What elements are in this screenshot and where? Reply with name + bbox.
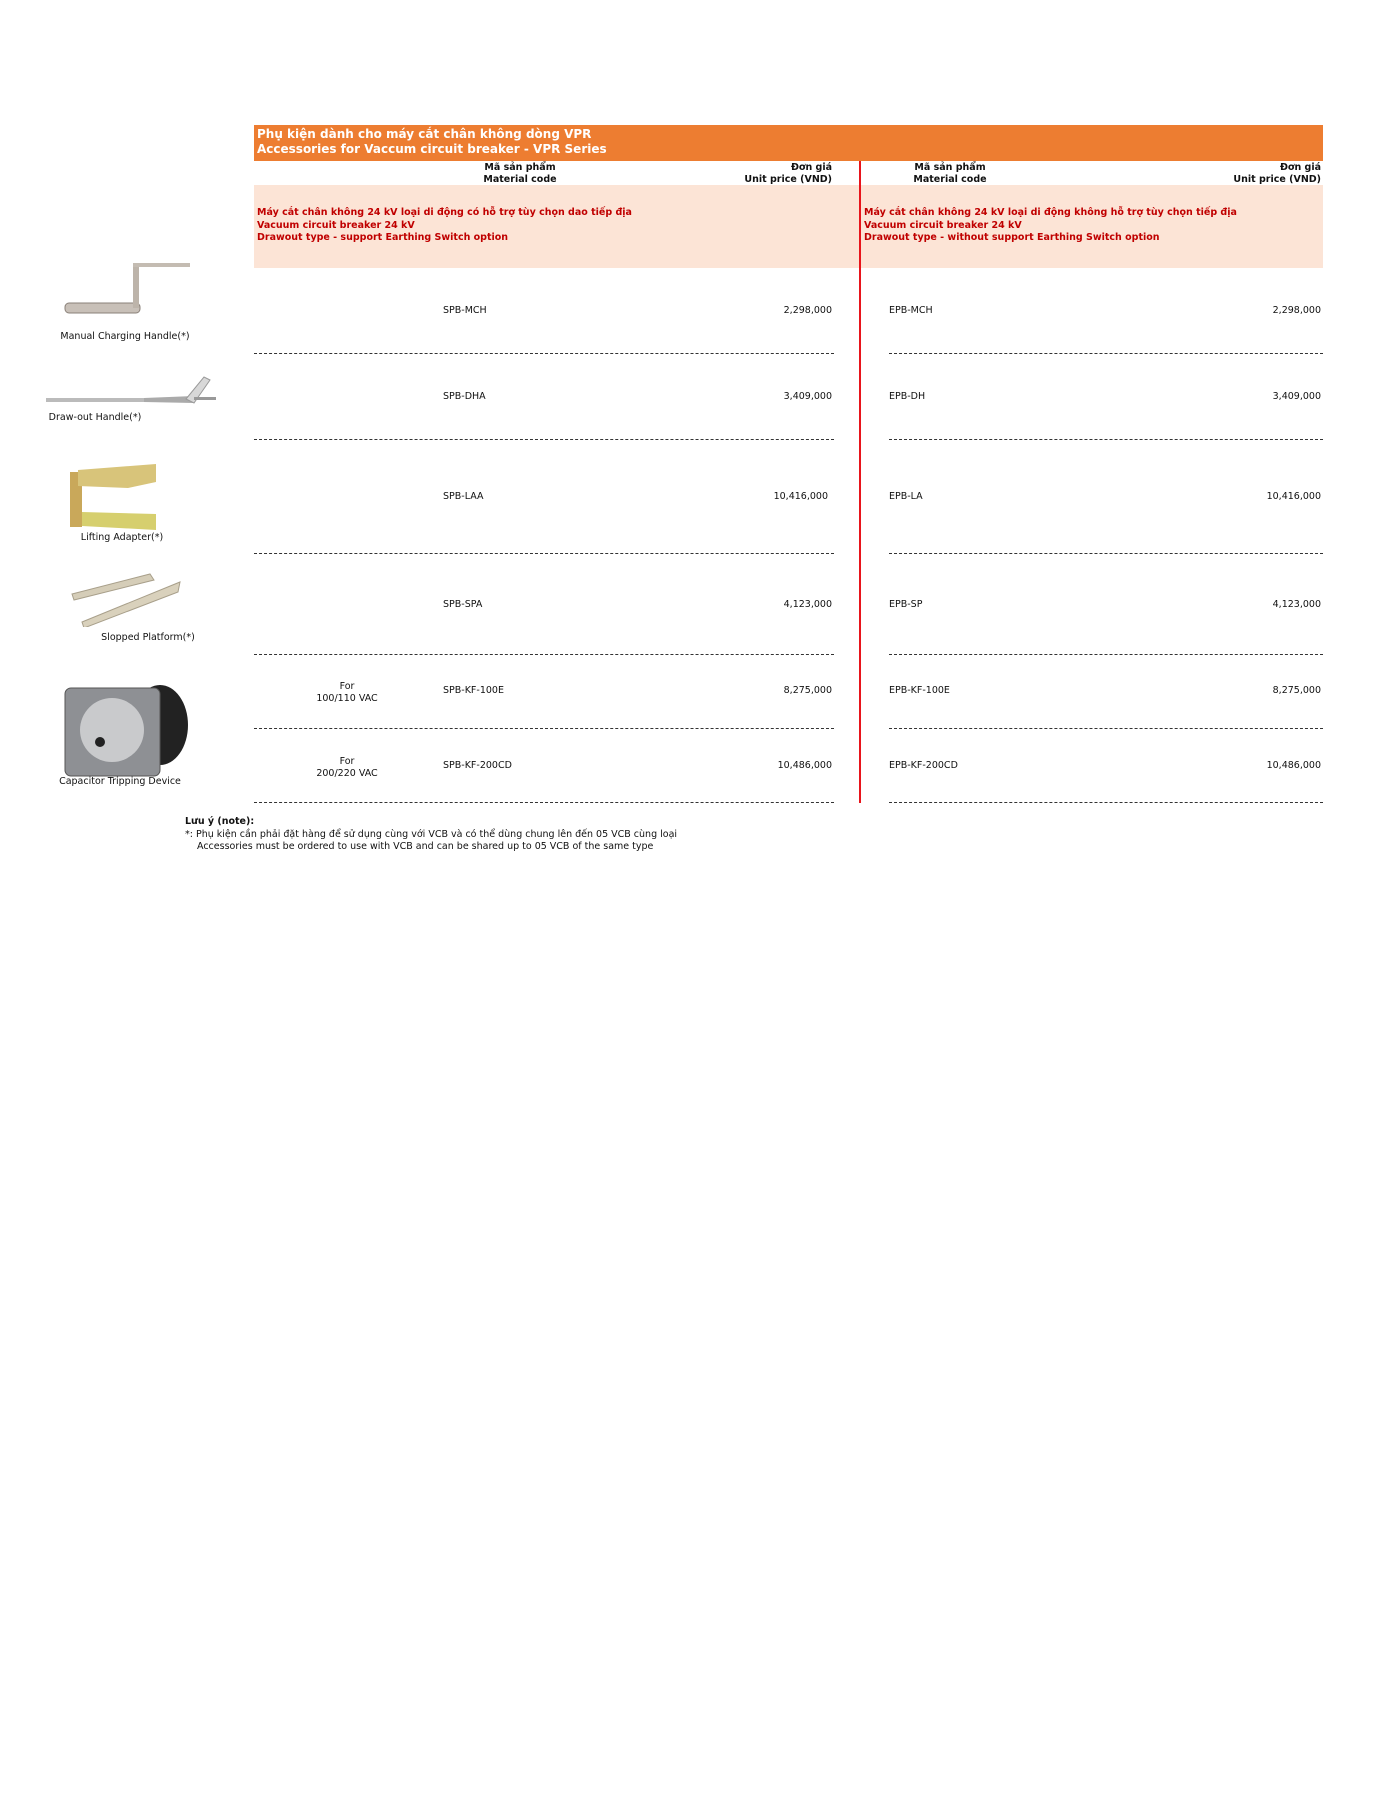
row-divider bbox=[254, 439, 834, 440]
product-label: Lifting Adapter(*) bbox=[80, 532, 164, 543]
product-label: Slopped Platform(*) bbox=[101, 632, 195, 643]
row-divider bbox=[254, 353, 834, 354]
left-unit-price: 3,409,000 bbox=[783, 391, 832, 402]
row-divider bbox=[254, 654, 834, 655]
right-unit-price: 8,275,000 bbox=[1272, 685, 1321, 696]
row-divider bbox=[889, 353, 1323, 354]
voltage-note: For 100/110 VAC bbox=[316, 681, 378, 704]
product-label: Manual Charging Handle(*) bbox=[60, 331, 190, 342]
group-left: Máy cắt chân không 24 kV loại di động có hỗ trợ tùy chọn dao tiếp địa Vacuum circuit breaker 24 kV Drawout type - support Earthing Switch option bbox=[257, 207, 632, 243]
left-price-header: Đơn giá Unit price (VND) bbox=[744, 162, 832, 185]
footnote: Lưu ý (note): *: Phụ kiện cần phải đặt hàng để sử dụng cùng với VCB và có thể dùng chung lên đến 05 VCB cùng loại Accessories must be ordered to use with VCB and can be shared up to 05 VCB of the same type bbox=[185, 816, 678, 852]
left-material-code: SPB-MCH bbox=[443, 305, 487, 316]
left-material-code: SPB-KF-200CD bbox=[443, 760, 512, 771]
right-material-code: EPB-KF-100E bbox=[889, 685, 950, 696]
left-unit-price: 4,123,000 bbox=[783, 599, 832, 610]
left-material-code: SPB-SPA bbox=[443, 599, 483, 610]
left-material-code: SPB-DHA bbox=[443, 391, 486, 402]
right-material-code: EPB-KF-200CD bbox=[889, 760, 958, 771]
left-material-code: SPB-LAA bbox=[443, 491, 484, 502]
sloped-platform-icon bbox=[70, 572, 185, 627]
row-divider bbox=[889, 553, 1323, 554]
right-unit-price: 10,416,000 bbox=[1266, 491, 1321, 502]
left-code-header: Mã sản phẩm Material code bbox=[483, 162, 557, 185]
row-divider bbox=[254, 728, 834, 729]
column-divider bbox=[859, 161, 861, 803]
voltage-note: For 200/220 VAC bbox=[316, 756, 378, 779]
title-en: Accessories for Vaccum circuit breaker - VPR Series bbox=[257, 142, 607, 156]
row-divider bbox=[254, 553, 834, 554]
row-divider bbox=[889, 654, 1323, 655]
row-divider bbox=[889, 802, 1323, 803]
title-vi: Phụ kiện dành cho máy cắt chân không dòng VPR bbox=[257, 127, 592, 141]
row-divider bbox=[889, 439, 1323, 440]
group-right: Máy cắt chân không 24 kV loại di động không hỗ trợ tùy chọn tiếp địa Vacuum circuit breaker 24 kV Drawout type - without support Earthing Switch option bbox=[864, 207, 1237, 243]
right-material-code: EPB-SP bbox=[889, 599, 923, 610]
drawout-handle-icon bbox=[44, 375, 224, 410]
right-unit-price: 4,123,000 bbox=[1272, 599, 1321, 610]
row-divider bbox=[889, 728, 1323, 729]
right-code-header: Mã sản phẩm Material code bbox=[913, 162, 987, 185]
product-label: Capacitor Tripping Device bbox=[59, 776, 181, 787]
lifting-adapter-icon bbox=[68, 460, 163, 535]
capacitor-device-icon bbox=[60, 680, 190, 780]
right-price-header: Đơn giá Unit price (VND) bbox=[1233, 162, 1321, 185]
left-unit-price: 2,298,000 bbox=[783, 305, 832, 316]
product-label: Draw-out Handle(*) bbox=[48, 412, 142, 423]
left-material-code: SPB-KF-100E bbox=[443, 685, 504, 696]
right-unit-price: 2,298,000 bbox=[1272, 305, 1321, 316]
left-unit-price: 10,416,000 bbox=[773, 491, 828, 502]
right-material-code: EPB-MCH bbox=[889, 305, 933, 316]
section-title bbox=[254, 125, 1323, 161]
right-material-code: EPB-LA bbox=[889, 491, 923, 502]
row-divider bbox=[254, 802, 834, 803]
right-material-code: EPB-DH bbox=[889, 391, 926, 402]
left-unit-price: 8,275,000 bbox=[783, 685, 832, 696]
right-unit-price: 3,409,000 bbox=[1272, 391, 1321, 402]
left-unit-price: 10,486,000 bbox=[777, 760, 832, 771]
crank-handle-icon bbox=[60, 255, 190, 320]
right-unit-price: 10,486,000 bbox=[1266, 760, 1321, 771]
